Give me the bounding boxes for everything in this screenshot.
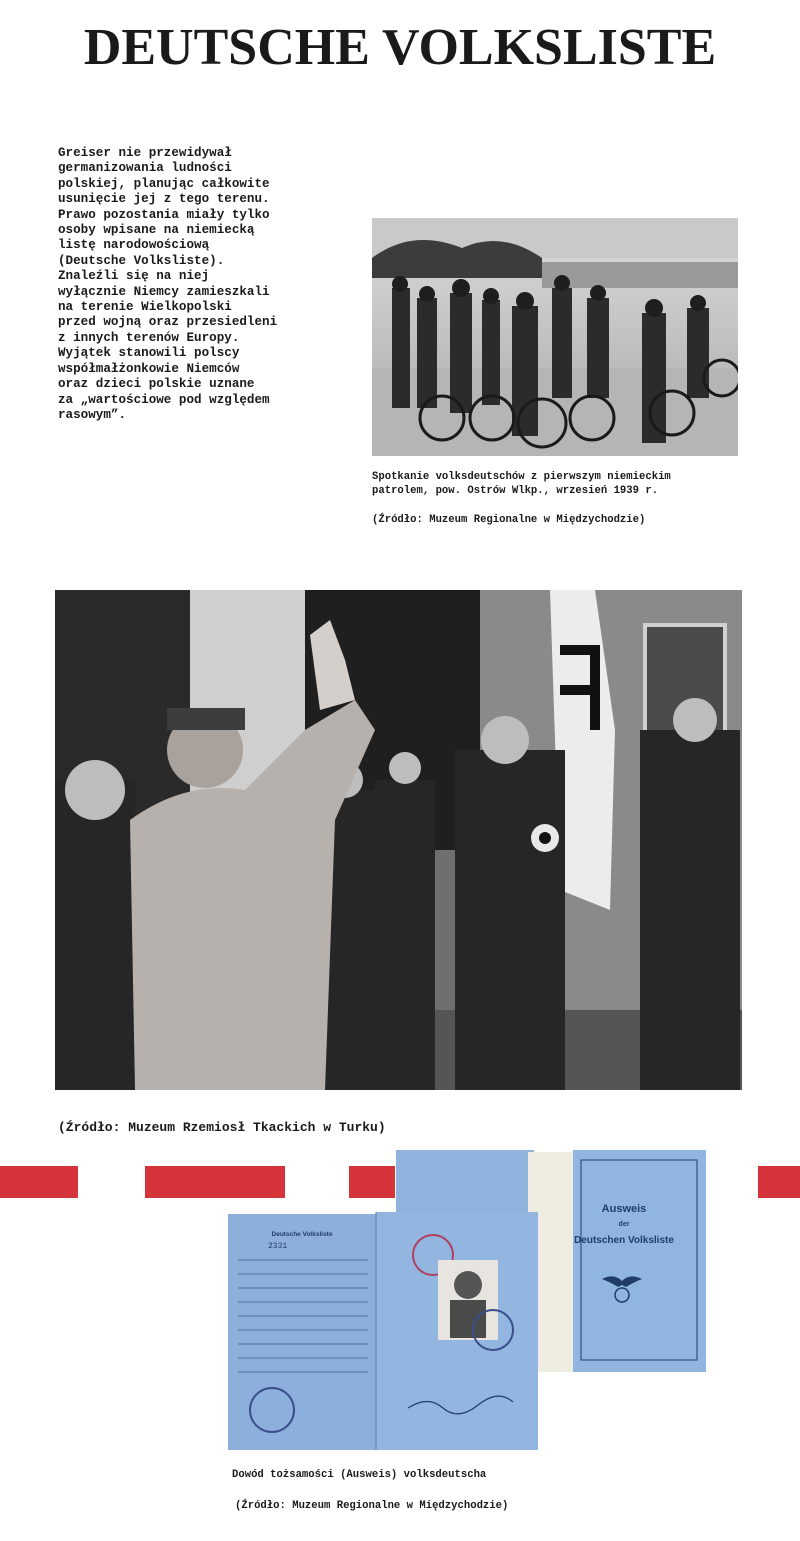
inner-number: 2331	[268, 1242, 288, 1251]
ausweis-document	[228, 1150, 708, 1452]
intro-paragraph: Greiser nie przewidywał germanizowania ludności polskiej, planując całkowite usunięcie jej z tego terenu. Prawo pozostania miały tylko osoby wpisane na niemiecką listę narodowościową (Deutsche Volksliste). Znaleźli się na niej wyłącznie Niemcy zamieszkali na terenie Wielkopolski przed wojną oraz przesiedleni z innych terenów Europy. Wyjątek stanowili polscy współmałżonkowie Niemców oraz dzieci polskie uznane za „wartościowe pod względem rasowym”.	[58, 146, 278, 422]
document-source: (Źródło: Muzeum Regionalne w Międzychodzie)	[235, 1500, 509, 1512]
patrol-photo	[372, 218, 738, 456]
cover-line3: Deutschen Volksliste	[574, 1235, 674, 1246]
red-stripe-4	[758, 1166, 800, 1198]
cover-line2: der	[618, 1221, 630, 1228]
page-title: DEUTSCHE VOLKSLISTE	[83, 19, 717, 76]
patrol-photo-source: (Źródło: Muzeum Regionalne w Międzychodzie)	[372, 514, 646, 526]
ceremony-photo	[55, 590, 742, 1090]
document-caption: Dowód tożsamości (Ausweis) volksdeutscha	[232, 1469, 487, 1481]
red-stripe-1	[0, 1166, 78, 1198]
cover-line1: Ausweis	[601, 1203, 647, 1215]
inner-header: Deutsche Volksliste	[271, 1231, 333, 1238]
ceremony-photo-source: (Źródło: Muzeum Rzemiosł Tkackich w Turku)	[58, 1120, 386, 1135]
patrol-photo-caption: Spotkanie volksdeutschów z pierwszym niemieckim patrolem, pow. Ostrów Wlkp., wrzesień 1939 r.	[372, 471, 671, 497]
